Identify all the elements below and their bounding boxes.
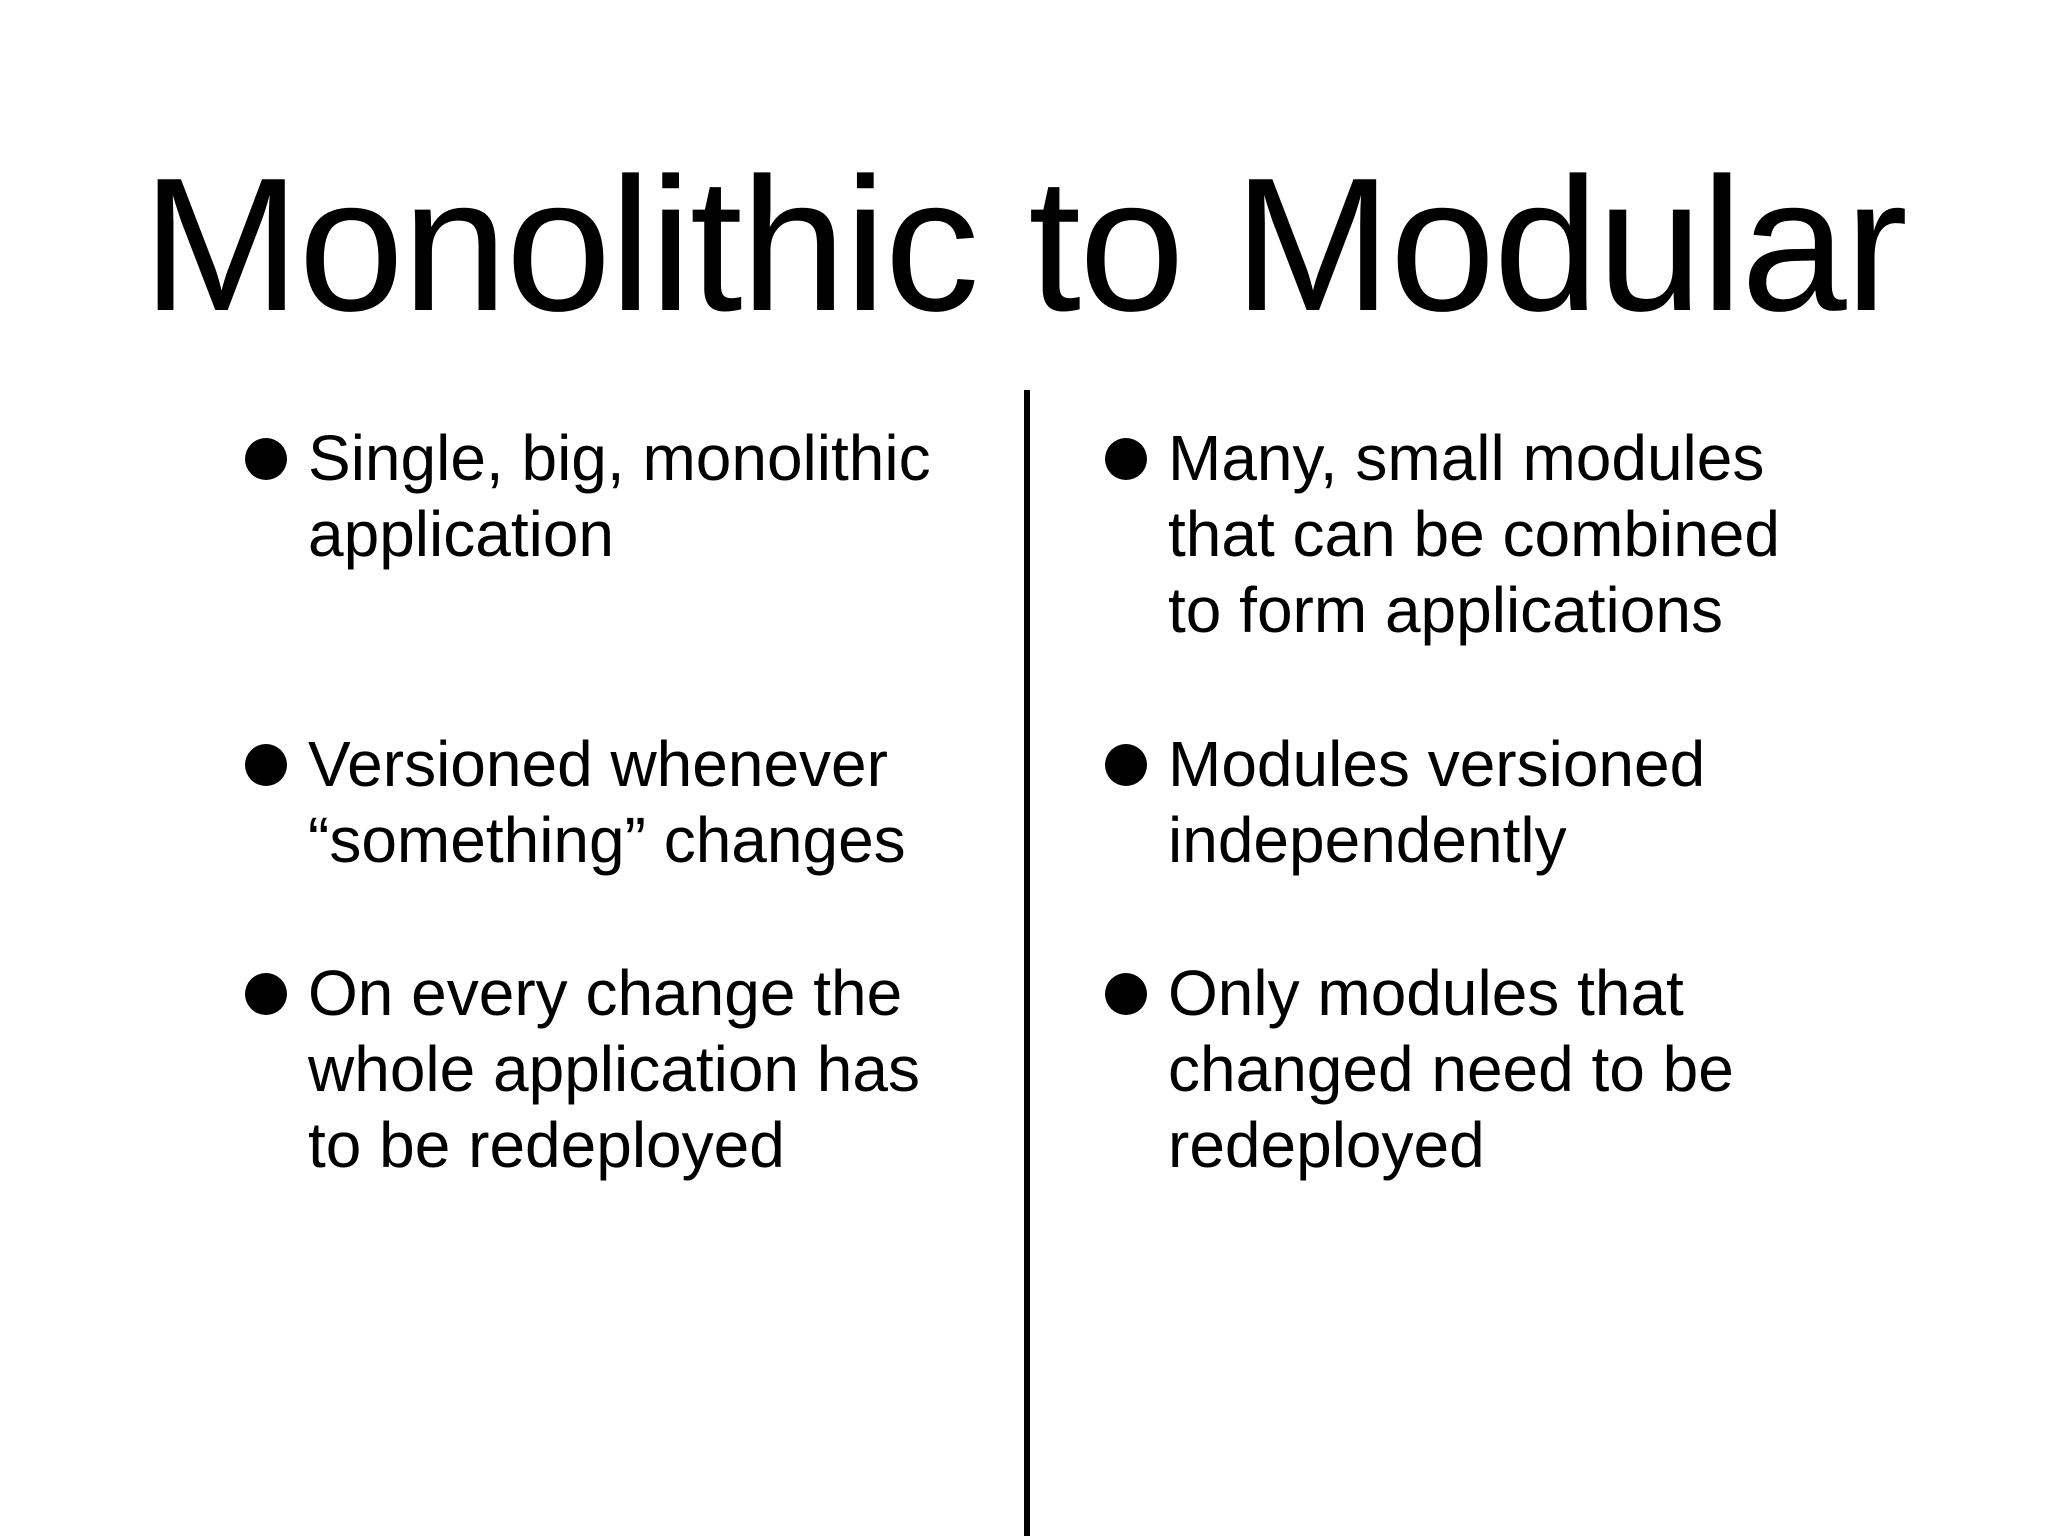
- bullet-dot-icon: [1105, 438, 1147, 480]
- bullet-dot-icon: [245, 438, 287, 480]
- bullet-text: Many, small modules that can be combined to form applications: [1168, 422, 1780, 646]
- bullet-text: Modules versioned independently: [1168, 728, 1706, 876]
- bullet-text: Single, big, monolithic application: [308, 422, 931, 570]
- slide-title: Monolithic to Modular: [142, 139, 1906, 351]
- bullet-text: Only modules that changed need to be redeployed: [1168, 957, 1734, 1181]
- bullet-dot-icon: [245, 744, 287, 786]
- bullet-dot-icon: [245, 973, 287, 1015]
- bullet-dot-icon: [1105, 744, 1147, 786]
- column-divider: [1024, 390, 1030, 1536]
- bullet-text: On every change the whole application has to be redeployed: [308, 957, 920, 1181]
- bullet-text: Versioned whenever “something” changes: [308, 728, 906, 876]
- bullet-dot-icon: [1105, 973, 1147, 1015]
